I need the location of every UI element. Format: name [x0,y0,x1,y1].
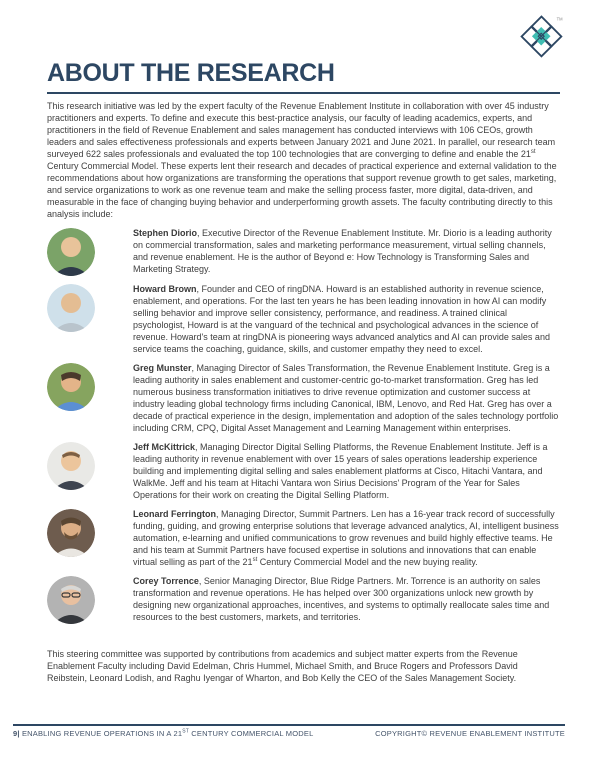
person-name: Stephen Diorio [133,227,198,238]
logo-tm-mark: TM [556,16,563,22]
footer-right: COPYRIGHT© REVENUE ENABLEMENT INSTITUTE [375,729,565,738]
person-name: Howard Brown [133,283,197,294]
footer-title-1: ENABLING REVENUE OPERATIONS IN A 21 [19,729,183,738]
person-name: Greg Munster [133,362,192,373]
bio-text [133,227,560,275]
avatar-corey-torrence [47,576,95,624]
avatar-howard-brown [47,284,95,332]
bio-row-corey-torrence [47,575,560,624]
footer-title-2: CENTURY COMMERCIAL MODEL [189,729,314,738]
bio-text [133,283,560,355]
title-rule [47,92,560,94]
bio-text [133,441,560,501]
avatar-greg-munster [47,363,95,411]
page-title: ABOUT THE RESEARCH [47,59,335,87]
person-bio: , Managing Director, Summit Partners. Len has a 16-year track record of successfully funding, guiding, and growing enterprise solutions that leverage advanced analytics, AI, intelligent business automation, e-learning and unified communications to grow revenues and build highly effective teams. He and his team at Summit Partners have focused expertise in solutions and innovations that can enable virtual selling as part of the 21 [133,508,559,567]
footer-left [13,729,313,738]
bio-row-greg-munster [47,362,560,434]
closing-paragraph: This steering committee was supported by contributions from academics and subject matter experts from the Revenue Enablement Faculty including David Edelman, Chris Hummel, Michael Smith, and Bruce Rogers and Professors David Reibstein, Leonard Lodish, and Raghu Iyengar of Wharton, and Bob Kelly the CEO of the Sales Management Society. [47,648,518,683]
avatar-stephen-diorio [47,228,95,276]
bio-text [133,362,560,434]
page-number: 9| [13,729,20,738]
bio-row-howard-brown [47,283,560,355]
intro-paragraph [47,100,560,220]
page-content [47,60,560,684]
bio-row-leonard-ferrington [47,508,560,568]
person-bio-cont: Century Commercial Model and the new buying reality. [257,556,478,567]
bio-text [133,575,560,623]
person-bio: , Executive Director of the Revenue Enablement Institute. Mr. Diorio is a leading authority on commercial transformation, sales and marketing performance measurement, virtual selling channels, and revenue enablement. He is the author of Beyond e: How Technology is Transforming Sales and Marketing Strategy. [133,227,552,274]
person-bio: , Senior Managing Director, Blue Ridge Partners. Mr. Torrence is an authority on sales transformation and revenue operations. He has helped over 300 organizations unlock new growth by designing new organizational approaches, incentives, and systems to optimally reallocate sales time and resources to the best customers, markets, and territories. [133,575,550,622]
person-bio: , Founder and CEO of ringDNA. Howard is an established authority in revenue science, enablement, and operations. For the last ten years he has been leading innovation in how AI can modify selling behavior and improve seller consistency, performance, and readiness. A trained clinical psychologist, Howard is at the vanguard of the technical and psychological advances in the science of revenue. Howard's team at ringDNA is pioneering ways advanced analytics and AI can provide sales and service teams the coaching, guidance, skills, and customer empathy they need to excel. [133,283,550,354]
intro-superscript: st [530,148,536,155]
bio-row-jeff-mckittrick [47,441,560,501]
avatar-jeff-mckittrick [47,442,95,490]
person-name: Leonard Ferrington [133,508,216,519]
page-footer [13,724,565,738]
person-bio: , Managing Director of Sales Transformation, the Revenue Enablement Institute. Greg is a leading authority in sales enablement and customer-centric go-to-market transformation. Greg has led numerous business transformation initiatives to drive revenue optimization and customer success at industry leading global technology firms including Canonical, IBM, Lenovo, and Red Hat. Greg has over a decade of practical experience in the design, implementation and adoption of the sales technology portfolio including CRM, CPQ, Digital Asset Management and Learning Management within enterprises. [133,362,559,433]
intro-text-2: Century Commercial Model. These experts lent their research and decades of practical experience and external validation to the recommendations about how organizations are transforming the operations that support revenue growth to get sales, marketing, and service organizations to work as one revenue team and make the selling process faster, more digital, data-driven, and measurable in the face of changing buying behavior and underperforming growth assets. The faculty contributing directly to this analysis include: [47,160,557,219]
bio-row-stephen-diorio [47,227,560,276]
intro-text-1: This research initiative was led by the expert faculty of the Revenue Enablement Institute in collaboration with over 45 industry practitioners and experts. To define and execute this best-practice analysis, our faculty of leading academics, experts, and practitioners in the field of Revenue Enablement and sales management has conducted interviews with 106 CEOs, growth leaders and sales effectiveness professionals and experts between January 2021 and June 2021. In parallel, our research team surveyed 622 sales professionals and evaluated the top 100 technologies that are converging to define and enable the 21 [47,100,556,159]
bio-text [133,508,560,568]
person-bio: , Managing Director Digital Selling Platforms, the Revenue Enablement Institute. Jeff is a leading authority in revenue enablement with over 15 years of sales operations leadership experience building and implementing digital selling and sales enablement platforms at Cisco, Hitachi Vantara, and WalkMe. Jeff and his team at Hitachi Vantara won Sirius Decisions' Program of the Year for Sales Operations for their work on creating the Digital Selling Platform. [133,441,548,500]
person-name: Jeff McKittrick [133,441,196,452]
rei-diamond-logo-icon [518,13,564,59]
person-name: Corey Torrence [133,575,199,586]
avatar-leonard-ferrington [47,509,95,557]
footer-superscript: ST [182,728,189,735]
bio-superscript: st [252,556,258,563]
